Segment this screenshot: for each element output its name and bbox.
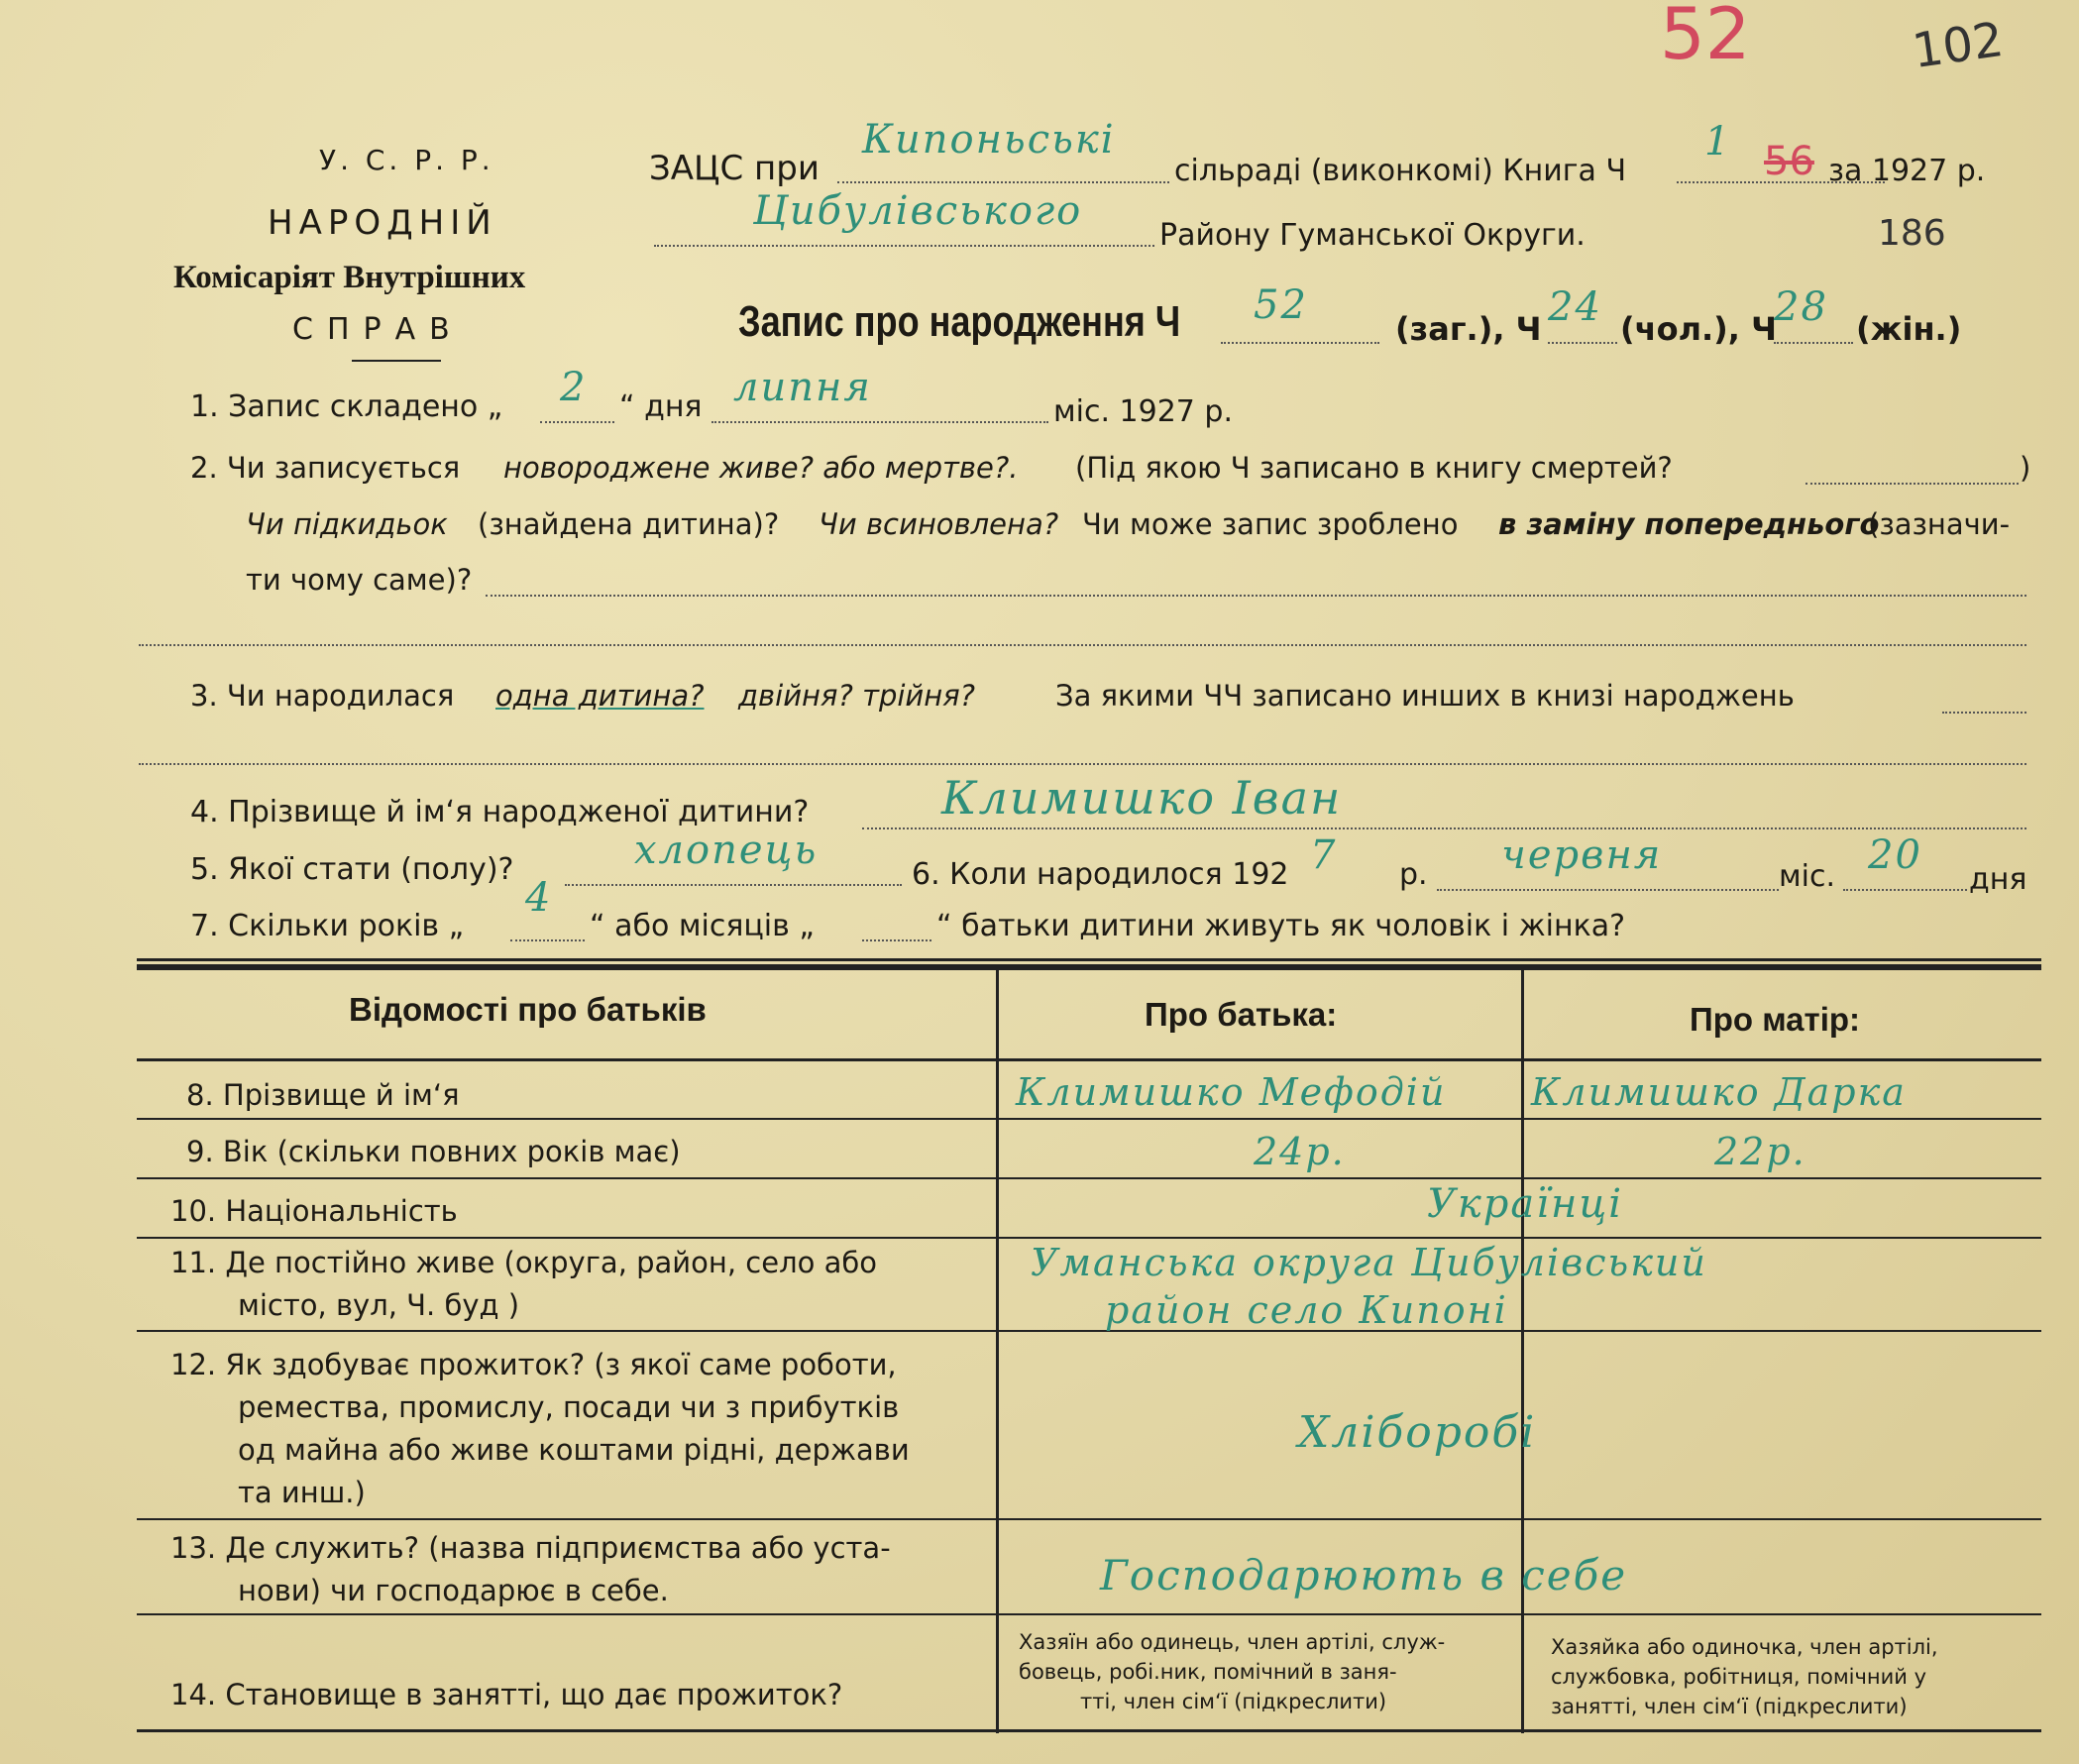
table-bottom-rule: [137, 1729, 2041, 1732]
q2-l2c: Чи всиновлена?: [819, 507, 1059, 541]
row14-mother-c: занятті, член сім‘ї (підкреслити): [1551, 1695, 1908, 1718]
q4-line: [862, 827, 2026, 829]
q1-month-line: [711, 421, 1048, 423]
row10-value: Українці: [1427, 1181, 1624, 1227]
stamp-number: 52: [1660, 0, 1751, 75]
q7-a: 7. Скільки років „: [190, 909, 465, 943]
q3-line1: [1942, 712, 2026, 714]
female-line: [1774, 342, 1853, 344]
q1-month: липня: [733, 365, 872, 410]
row14-father-b: бовець, робі.ник, помічний в заня-: [1019, 1660, 1397, 1684]
col-header-father: Про батька:: [1145, 996, 1338, 1033]
q1-day-line: [540, 421, 614, 423]
q2-l2a: Чи підкидьок: [246, 507, 448, 541]
q2-l1b: новороджене живе? або мертве?.: [503, 451, 1019, 485]
male-line: [1548, 342, 1617, 344]
row11-label-a: 11. Де постійно живе (округа, район, село або: [170, 1246, 877, 1279]
q4-label: 4. Прізвище й ім‘я народженої дитини?: [190, 795, 810, 829]
male-number: 24: [1548, 284, 1602, 330]
q5-value: хлопець: [634, 827, 819, 873]
agency-rule: [352, 360, 441, 362]
selrada-label: сільраді (виконкомі) Книга Ч: [1174, 154, 1627, 188]
ussr-label: У. С. Р. Р.: [319, 144, 494, 176]
q7-years-line: [510, 939, 585, 941]
col-header-info: Відомості про батьків: [349, 991, 707, 1028]
q6-month-line: [1437, 889, 1779, 891]
q7-years: 4: [525, 875, 553, 921]
village-line: [837, 181, 1169, 183]
table-col-divider-2: [1521, 970, 1524, 1733]
q6-day-line: [1843, 889, 1967, 891]
row14-mother-b: службовка, робітниця, помічний у: [1551, 1665, 1927, 1689]
row12-label-c: од майна або живе коштами рідні, держави: [238, 1433, 910, 1467]
q4-value: Климишко Іван: [941, 771, 1343, 825]
q3-line2: [139, 763, 2026, 765]
q6-mis: міс.: [1779, 859, 1835, 894]
row12-value: Хліборобі: [1298, 1407, 1537, 1458]
row8-rule: [137, 1118, 2041, 1120]
book-number: 1: [1704, 119, 1732, 165]
q3-b: одна дитина?: [495, 679, 705, 713]
q2-l3: ти чому саме)?: [246, 563, 473, 597]
q5-label: 5. Якої стати (полу)?: [190, 852, 514, 887]
row13-rule: [137, 1613, 2041, 1615]
q6-day: 20: [1868, 832, 1922, 878]
q2-l1a: 2. Чи записується: [190, 451, 461, 485]
total-number: 52: [1254, 282, 1308, 328]
district-line: [654, 245, 1154, 247]
q2-reason-line: [486, 595, 2026, 597]
table-header-rule: [137, 1058, 2041, 1061]
agency-line3: СПРАВ: [292, 312, 464, 347]
q6-year-digit: 7: [1310, 832, 1338, 878]
row9-label: 9. Вік (скільки повних років має): [186, 1135, 681, 1168]
sub-number: 186: [1878, 213, 1946, 254]
q2-l2f: (зазначи-: [1868, 507, 2011, 541]
row13-value: Господарюють в себе: [1100, 1551, 1628, 1599]
q2-death-line: [1805, 483, 2019, 485]
table-top-rule-heavy: [137, 964, 2041, 970]
q1-label: 1. Запис складено „: [190, 389, 503, 424]
village-value: Кипоньські: [862, 117, 1116, 163]
district-value: Цибулівського: [753, 188, 1083, 234]
q7-b: “ або місяців „: [590, 909, 815, 943]
district-suffix: Району Гуманської Округи.: [1159, 218, 1586, 253]
row12-label-b: ремества, промислу, посади чи з прибутків: [238, 1390, 900, 1424]
row10-rule: [137, 1237, 2041, 1239]
q2-l1c: (Під якою Ч записано в книгу смертей?: [1075, 451, 1673, 485]
row14-father-c: тті, член сім‘ї (підкреслити): [1080, 1690, 1387, 1713]
row14-label: 14. Становище в занятті, що дає прожиток?: [170, 1678, 843, 1711]
row12-label-d: та инш.): [238, 1476, 366, 1509]
q2-extra-line: [139, 644, 2026, 646]
male-label: (чол.), Ч: [1620, 310, 1777, 348]
agency-line2: Комісаріят Внутрішних: [173, 260, 526, 295]
page-number: 102: [1909, 11, 2008, 80]
total-line: [1221, 342, 1379, 344]
col-header-mother: Про матір:: [1690, 1001, 1861, 1038]
q6-label: 6. Коли народилося 192: [912, 857, 1289, 892]
row8-mother: Климишко Дарка: [1531, 1070, 1907, 1114]
year-text: за 1927 р.: [1828, 154, 1986, 188]
q6-r: р.: [1399, 857, 1428, 892]
table-col-divider-1: [996, 970, 999, 1733]
row11-value-2: район село Кипоні: [1105, 1288, 1508, 1332]
row14-mother-a: Хазяйка або одиночка, член артілі,: [1551, 1635, 1938, 1659]
row13-label-b: нови) чи господарює в себе.: [238, 1574, 669, 1607]
q7-months-line: [862, 939, 931, 941]
q1-mid: “ дня: [619, 389, 703, 424]
q1-day: 2: [560, 365, 588, 410]
row11-value-1: Уманська округа Цибулівський: [1031, 1241, 1707, 1284]
row13-label-a: 13. Де служить? (назва підприємства або уста-: [170, 1531, 891, 1565]
row9-father: 24р.: [1254, 1130, 1346, 1173]
q2-l2d: Чи може запис зроблено: [1082, 507, 1459, 541]
row11-label-b: місто, вул, Ч. буд ): [238, 1288, 520, 1322]
row12-label-a: 12. Як здобуває прожиток? (з якої саме роботи,: [170, 1348, 897, 1381]
q1-tail: міс. 1927 р.: [1053, 394, 1233, 429]
row10-label: 10. Національність: [170, 1194, 458, 1228]
female-label: (жін.): [1856, 310, 1962, 348]
row8-label: 8. Прізвище й ім‘я: [186, 1078, 460, 1112]
agency-line1: НАРОДНІЙ: [268, 203, 497, 243]
q6-dnya: дня: [1969, 862, 2027, 897]
q3-c: двійня? трійня?: [738, 679, 976, 713]
book-struck: 56: [1764, 139, 1814, 184]
zags-prefix: ЗАЦС при: [649, 149, 820, 188]
q6-month: червня: [1501, 832, 1663, 878]
row11-rule: [137, 1330, 2041, 1332]
q2-l2b: (знайдена дитина)?: [478, 507, 780, 541]
row9-rule: [137, 1177, 2041, 1179]
q3-d: За якими ЧЧ записано инших в книзі народжень: [1055, 679, 1795, 713]
row9-mother: 22р.: [1714, 1130, 1806, 1173]
table-top-rule: [137, 958, 2041, 961]
q5-line: [565, 884, 902, 886]
female-number: 28: [1774, 284, 1828, 330]
q3-a: 3. Чи народилася: [190, 679, 455, 713]
total-label: (заг.), Ч: [1395, 310, 1542, 348]
record-title: Запис про народження Ч: [738, 297, 1181, 346]
row14-father-a: Хазяїн або одинець, член артілі, служ-: [1019, 1630, 1446, 1654]
row12-rule: [137, 1518, 2041, 1520]
q2-l2e: в заміну попереднього: [1498, 507, 1880, 541]
q2-l1d: ): [2020, 451, 2031, 485]
row8-father: Климишко Мефодій: [1016, 1070, 1447, 1114]
q7-c: “ батьки дитини живуть як чоловік і жінка?: [936, 909, 1626, 943]
